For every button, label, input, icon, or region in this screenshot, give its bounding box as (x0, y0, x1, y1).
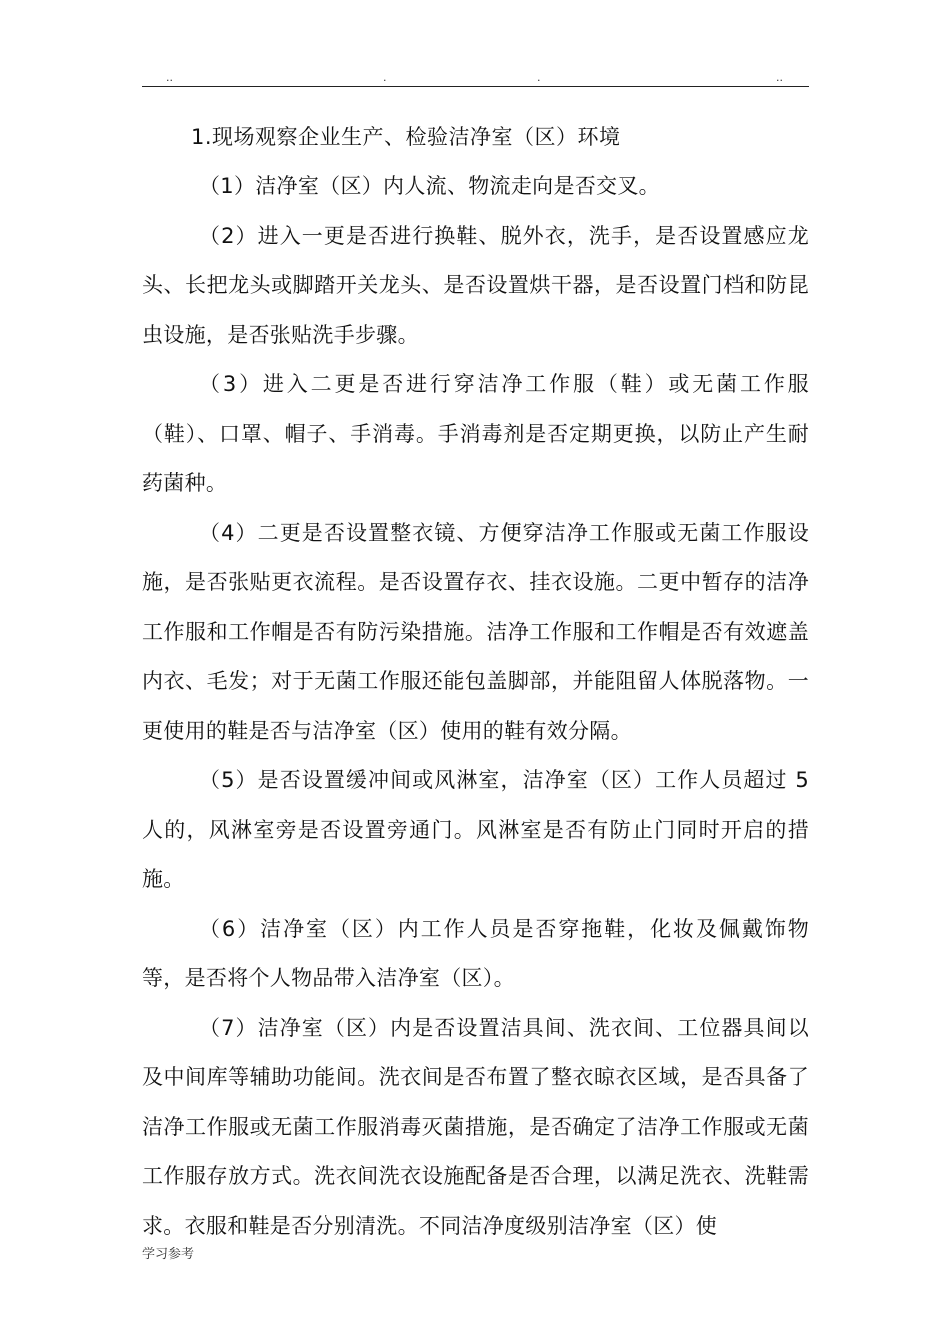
paragraph-5: （5）是否设置缓冲间或风淋室，洁净室（区）工作人员超过 5 人的，风淋室旁是否设置旁通门。风淋室是否有防止门同时开启的措施。 (142, 768, 809, 891)
document-body (142, 113, 809, 1251)
header-mark: .. (166, 71, 173, 84)
paragraph-6: （6）洁净室（区）内工作人员是否穿拖鞋，化妆及佩戴饰物等，是否将个人物品带入洁净室（区）。 (142, 916, 809, 990)
header-mark: . (537, 71, 541, 84)
paragraph-4: （4）二更是否设置整衣镜、方便穿洁净工作服或无菌工作服设施，是否张贴更衣流程。是否设置存衣、挂衣设施。二更中暂存的洁净工作服和工作帽是否有防污染措施。洁净工作服和工作帽是否有效遮盖内衣、毛发；对于无菌工作服还能包盖脚部，并能阻留人体脱落物。一更使用的鞋是否与洁净室（区）使用的鞋有效分隔。 (142, 520, 809, 743)
paragraph-2: （2）进入一更是否进行换鞋、脱外衣，洗手，是否设置感应龙头、长把龙头或脚踏开关龙头、是否设置烘干器，是否设置门档和防昆虫设施，是否张贴洗手步骤。 (142, 223, 809, 347)
paragraph-3: （3）进入二更是否进行穿洁净工作服（鞋）或无菌工作服（鞋）、口罩、帽子、手消毒。手消毒剂是否定期更换，以防止产生耐药菌种。 (142, 372, 809, 495)
paragraph-7: （7）洁净室（区）内是否设置洁具间、洗衣间、工位器具间以及中间库等辅助功能间。洗衣间是否布置了整衣晾衣区域，是否具备了洁净工作服或无菌工作服消毒灭菌措施，是否确定了洁净工作服或无菌工作服存放方式。洗衣间洗衣设施配备是否合理，以满足洗衣、洗鞋需求。衣服和鞋是否分别清洗。不同洁净度级别洁净室（区）使 (142, 1015, 809, 1238)
paragraph-1: （1）洁净室（区）内人流、物流走向是否交叉。 (199, 174, 660, 198)
header-rule (142, 86, 809, 87)
header-mark: .. (776, 71, 783, 84)
section-heading: 1.现场观察企业生产、检验洁净室（区）环境 (191, 125, 621, 149)
page-footer: 学习参考 (142, 1247, 195, 1262)
header-mark: . (383, 71, 387, 84)
